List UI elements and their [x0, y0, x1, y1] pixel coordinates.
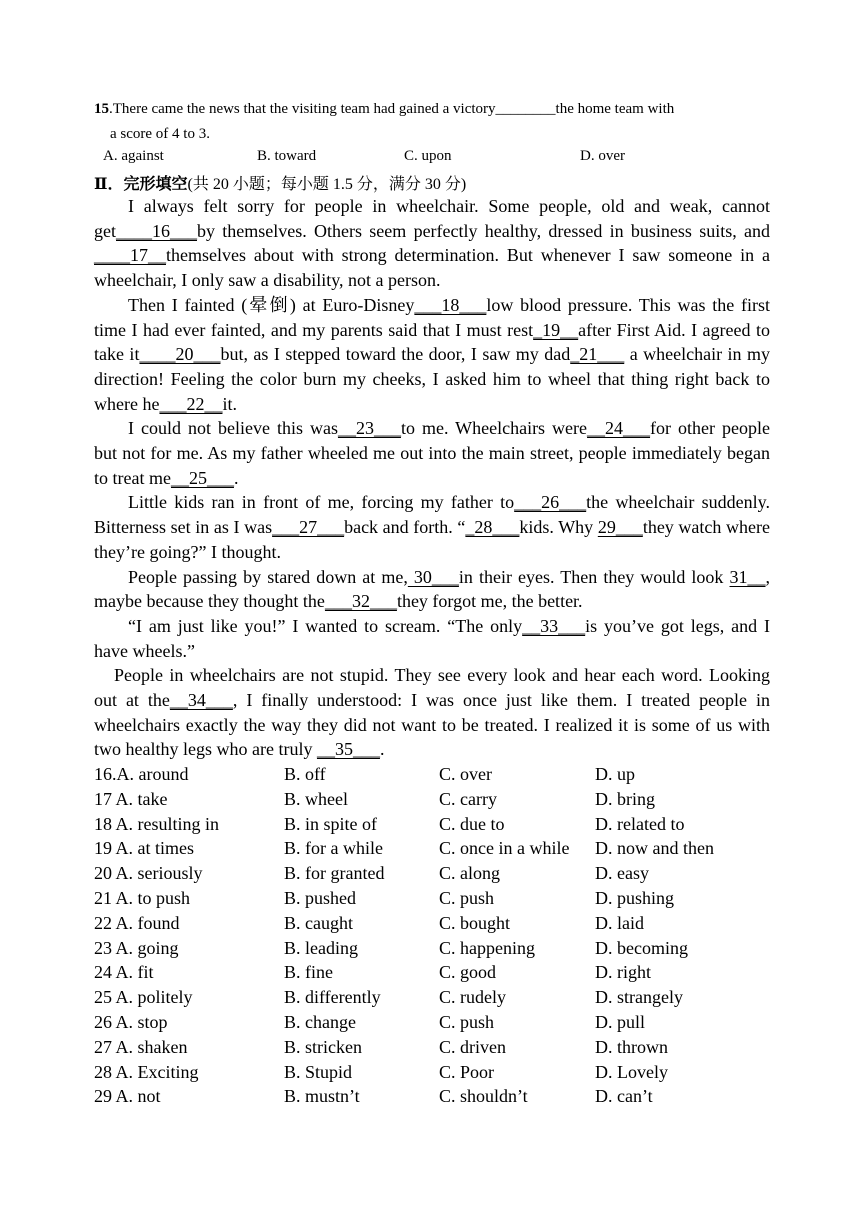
- option-c: C. over: [439, 764, 492, 784]
- option-a: 19 A. at times: [94, 838, 194, 859]
- option-row: [94, 1084, 774, 1109]
- option-b: B. for granted: [284, 863, 385, 884]
- paragraph-6: [94, 614, 770, 663]
- question-15-option-d: D. over: [580, 148, 625, 164]
- blank-24: __24___: [587, 418, 651, 439]
- blank-34: __34___: [169, 690, 233, 711]
- blank-20: ____20___: [139, 344, 221, 365]
- question-15-blank: ________: [495, 101, 556, 117]
- option-row: [94, 960, 774, 985]
- question-15-option-c: C. upon: [404, 148, 452, 164]
- cloze-passage: [94, 194, 770, 762]
- text: it.: [222, 393, 237, 414]
- text: , maybe because they thought the: [94, 566, 771, 612]
- option-d: D. pull: [595, 1011, 646, 1032]
- option-c: C. along: [439, 863, 500, 884]
- option-d: D. Lovely: [595, 1061, 668, 1082]
- blank-17: ____17__: [94, 245, 166, 266]
- option-d: D. related to: [595, 813, 685, 834]
- text: , I finally understood: I was once just like them. I treated people in wheelchairs exactly the way they did not want to be treated. I realized it is some of us with two healthy legs who are truly: [94, 690, 770, 760]
- option-row: [94, 762, 774, 787]
- text: .: [379, 739, 385, 760]
- option-row: [94, 936, 774, 961]
- blank-35: __35___: [316, 739, 380, 760]
- text: kids. Why: [519, 517, 598, 538]
- option-row: [94, 1035, 774, 1060]
- question-15-text-after: the home team with: [555, 101, 675, 117]
- option-b: B. mustn’t: [284, 1086, 360, 1107]
- option-row: [94, 787, 774, 812]
- option-d: D. strangely: [595, 987, 683, 1008]
- option-a: 18 A. resulting in: [94, 813, 219, 834]
- blank-18: ___18___: [414, 294, 487, 315]
- blank-21: _21___: [570, 344, 625, 365]
- blank-31: 31__: [729, 566, 766, 587]
- option-d: D. can’t: [595, 1086, 653, 1107]
- option-d: D. becoming: [595, 937, 688, 958]
- option-row: [94, 886, 774, 911]
- text: “I am just like you!” I wanted to scream. “The only: [128, 615, 523, 636]
- text: the wheelchair suddenly. Bitterness set in as I was: [94, 492, 770, 538]
- option-d: D. now and then: [595, 838, 714, 859]
- blank-25: __25___: [170, 467, 234, 488]
- option-b: B. change: [284, 1011, 356, 1032]
- option-c: C. driven: [439, 1036, 506, 1057]
- text: they forgot me, the better.: [396, 591, 583, 612]
- option-a: 24 A. fit: [94, 962, 154, 983]
- option-a: 16.A. around: [94, 764, 189, 784]
- text: they watch where they’re going?” I thought.: [94, 517, 770, 562]
- option-a: 29 A. not: [94, 1086, 161, 1107]
- blank-29: 29___: [597, 517, 643, 538]
- option-c: C. rudely: [439, 987, 506, 1008]
- paragraph-4: [94, 490, 770, 564]
- question-15-number: 15: [94, 101, 109, 117]
- option-row: [94, 985, 774, 1010]
- text: Little kids ran in front of me, forcing my father to: [128, 492, 515, 513]
- option-c: C. carry: [439, 788, 497, 809]
- text: to me. Wheelchairs were: [400, 418, 588, 439]
- option-row: [94, 1060, 774, 1085]
- text: is you’ve got legs, and I have wheels.”: [94, 615, 771, 661]
- option-b: B. differently: [284, 987, 381, 1008]
- option-b: B. off: [284, 764, 326, 784]
- blank-22: ___22__: [159, 393, 223, 414]
- blank-30: 30___: [407, 566, 459, 587]
- blank-23: __23___: [337, 418, 401, 439]
- paragraph-3: [94, 416, 770, 490]
- blank-32: ___32___: [324, 591, 397, 612]
- paragraph-7: [94, 663, 770, 762]
- option-c: C. bought: [439, 912, 511, 933]
- text: People in wheelchairs are not stupid. They see every look and hear each word. Looking out at the: [94, 665, 770, 711]
- option-a: 22 A. found: [94, 912, 180, 933]
- option-c: C. good: [439, 962, 497, 983]
- option-b: B. wheel: [284, 788, 348, 809]
- option-d: D. bring: [595, 788, 655, 809]
- option-b: B. stricken: [284, 1036, 362, 1057]
- option-b: B. leading: [284, 937, 358, 958]
- text: but, as I stepped toward the door, I saw my dad: [220, 344, 571, 365]
- paragraph-2: [94, 293, 770, 417]
- text: I always felt sorry for people in wheelchair. Some people, old and weak, cannot get: [94, 196, 770, 241]
- option-row: [94, 1010, 774, 1035]
- question-15: [94, 97, 770, 147]
- option-c: C. push: [439, 887, 495, 908]
- question-15-option-a: A. against: [103, 148, 164, 164]
- option-a: 27 A. shaken: [94, 1036, 188, 1057]
- option-a: 17 A. take: [94, 788, 168, 809]
- option-b: B. Stupid: [284, 1061, 353, 1082]
- option-a: 25 A. politely: [94, 987, 193, 1008]
- question-15-option-b: B. toward: [257, 148, 317, 164]
- option-b: B. pushed: [284, 887, 356, 908]
- text: Then I fainted (晕倒) at Euro-Disney: [128, 294, 415, 315]
- option-c: C. once in a while: [439, 838, 570, 859]
- question-15-line2: a score of 4 to 3.: [110, 126, 210, 142]
- option-row: [94, 836, 774, 861]
- text: in their eyes. Then they would look: [458, 566, 730, 587]
- option-c: C. shouldn’t: [439, 1086, 528, 1107]
- blank-27: ___27___: [272, 517, 345, 538]
- text: I could not believe this was: [128, 418, 338, 439]
- option-b: B. fine: [284, 962, 333, 983]
- option-b: B. in spite of: [284, 813, 377, 834]
- option-c: C. happening: [439, 937, 535, 958]
- option-c: C. push: [439, 1011, 495, 1032]
- option-d: D. laid: [595, 912, 644, 933]
- paragraph-1: [94, 194, 770, 293]
- option-row: [94, 812, 774, 837]
- blank-33: __33___: [522, 615, 586, 636]
- text: by themselves. Others seem perfectly healthy, dressed in business suits, and: [197, 220, 770, 241]
- paragraph-5: [94, 565, 770, 614]
- option-d: D. up: [595, 764, 635, 784]
- option-a: 28 A. Exciting: [94, 1061, 199, 1082]
- option-c: C. Poor: [439, 1061, 495, 1082]
- text: after First Aid. I agreed to take it: [94, 319, 770, 365]
- option-a: 26 A. stop: [94, 1011, 168, 1032]
- section-title: Ⅱ．完形填空: [94, 176, 188, 193]
- option-a: 21 A. to push: [94, 887, 191, 908]
- blank-16: ____16___: [116, 220, 197, 241]
- blank-26: ___26___: [514, 492, 587, 513]
- text: People passing by stared down at me,: [128, 566, 408, 587]
- blank-28: _28___: [465, 517, 520, 538]
- blank-19: _19__: [533, 319, 579, 340]
- option-a: 20 A. seriously: [94, 863, 203, 884]
- option-b: B. caught: [284, 912, 353, 933]
- option-c: C. due to: [439, 813, 505, 834]
- question-15-options: [103, 148, 763, 168]
- option-d: D. easy: [595, 863, 649, 884]
- option-d: D. thrown: [595, 1036, 668, 1057]
- question-15-line1: [94, 97, 770, 122]
- option-row: [94, 861, 774, 886]
- answer-options: [94, 762, 774, 1109]
- section-note: (共 20 小题；每小题 1.5 分，满分 30 分): [187, 176, 467, 193]
- option-d: D. right: [595, 962, 651, 983]
- text: back and forth. “: [344, 517, 466, 538]
- option-b: B. for a while: [284, 838, 383, 859]
- text: for other people but not for me. As my father wheeled me out into the main street, people immediately began to treat me: [94, 418, 770, 488]
- text: .: [233, 467, 239, 488]
- question-15-text: .There came the news that the visiting team had gained a victory: [109, 101, 496, 117]
- text: themselves about with strong determination. But whenever I saw someone in a wheelchair, I only saw a disability, not a person.: [94, 245, 770, 291]
- option-row: [94, 911, 774, 936]
- option-d: D. pushing: [595, 887, 675, 908]
- section-heading: [94, 171, 466, 194]
- text: low blood pressure. This was the first time I had ever fainted, and my parents said that I must rest: [94, 294, 770, 340]
- text: a wheelchair in my direction! Feeling the color burn my cheeks, I asked him to wheel that thing right back to where he: [94, 344, 771, 414]
- option-a: 23 A. going: [94, 937, 179, 958]
